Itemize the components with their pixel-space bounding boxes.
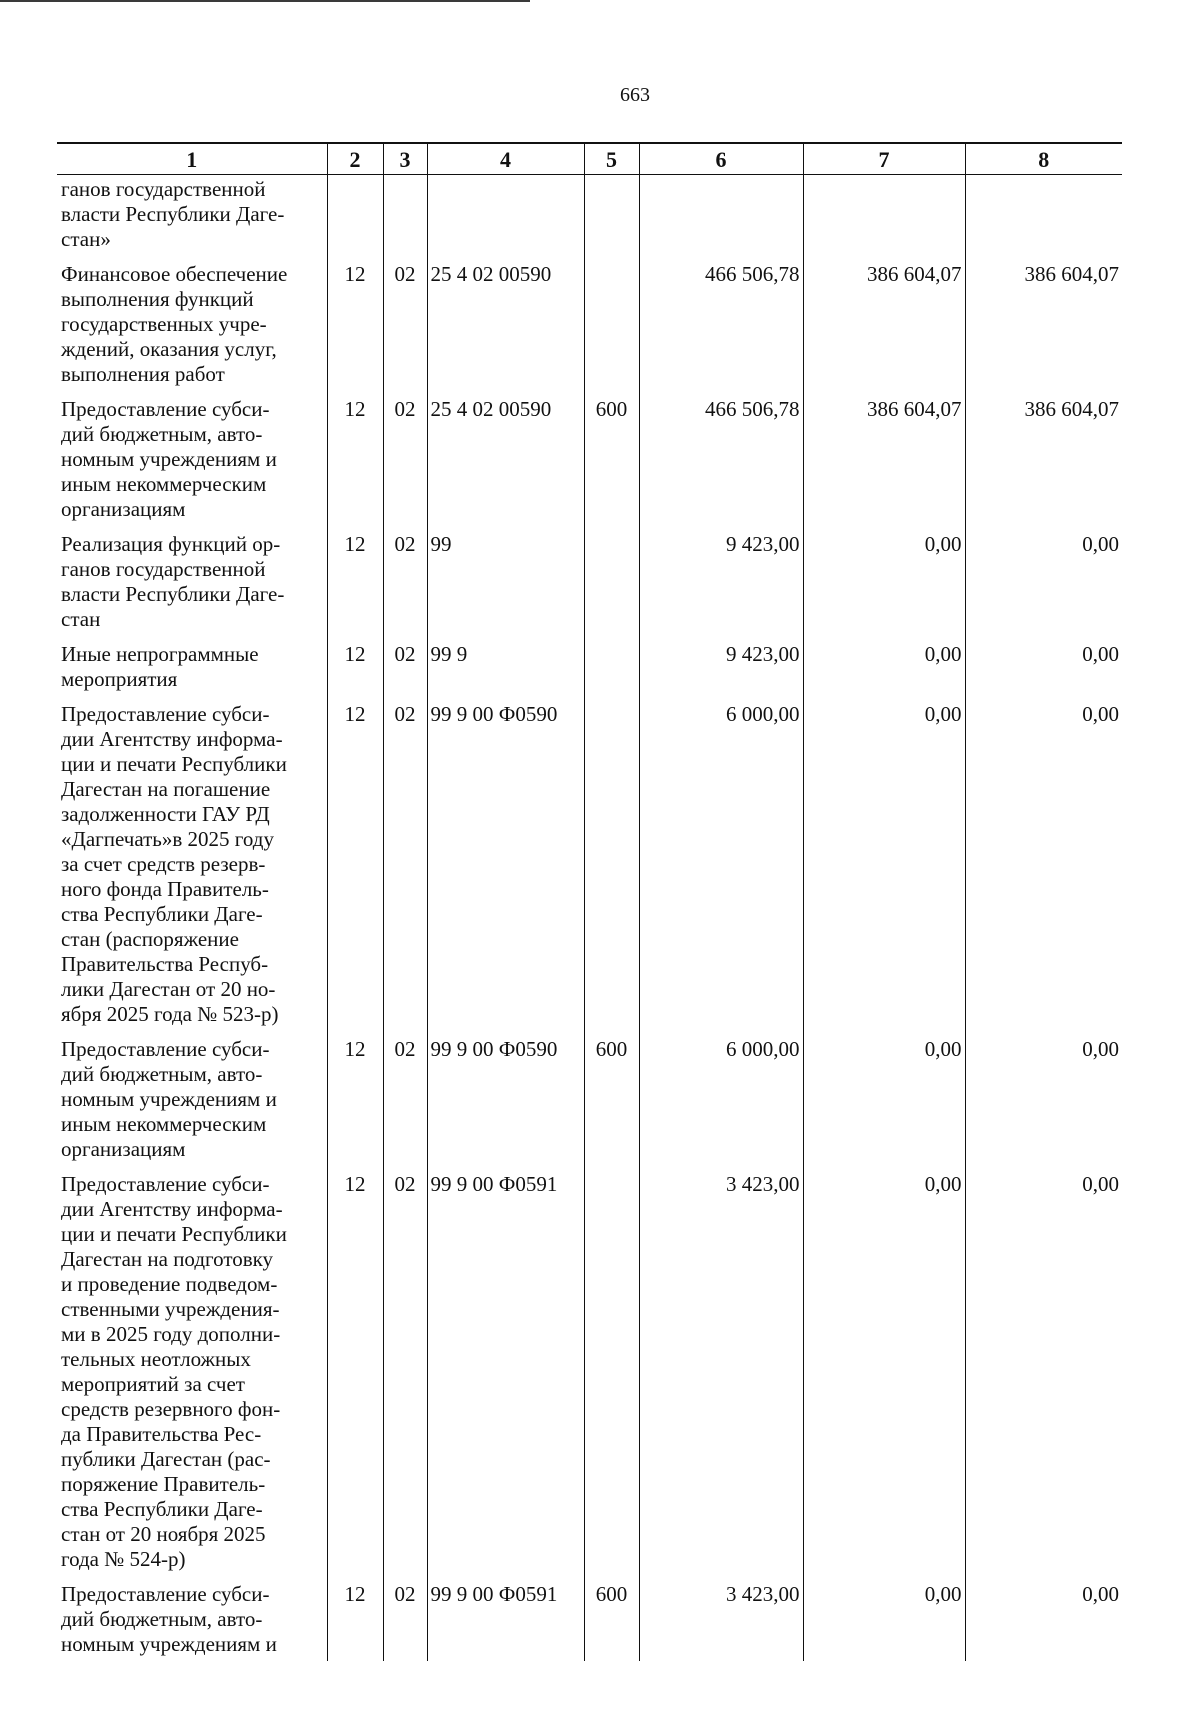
cell-subsection: 02 (383, 1031, 427, 1166)
cell-section: 12 (327, 1166, 383, 1576)
column-header: 5 (584, 143, 639, 175)
cell-section: 12 (327, 1031, 383, 1166)
cell-name (57, 636, 327, 696)
cell-subsection: 02 (383, 636, 427, 696)
cell-name (57, 696, 327, 1031)
column-header: 1 (57, 143, 327, 175)
cell-name (57, 175, 327, 257)
cell-amount-col8: 0,00 (965, 696, 1122, 1031)
cell-amount-col7: 0,00 (803, 1031, 965, 1166)
table-row (57, 696, 1122, 1031)
cell-amount-col7: 386 604,07 (803, 256, 965, 391)
scan-edge-line (0, 0, 530, 2)
cell-name (57, 391, 327, 526)
cell-amount-col8: 0,00 (965, 1031, 1122, 1166)
cell-section: 12 (327, 1576, 383, 1661)
cell-subsection: 02 (383, 1166, 427, 1576)
row-label: Предоставление субси- дии Агентству информа- ции и печати Республики Дагестан на погашение задолженности ГАУ РД «Дагпечать»в 2025 году за счет средств резерв- ного фонда Правитель- ства Республики Даге- стан (распоряжение Правительства Респуб- лики Дагестан от 20 но- ября 2025 года № 523-р) (61, 702, 287, 1026)
cell-name (57, 1576, 327, 1661)
cell-amount-col6: 6 000,00 (639, 1031, 803, 1166)
cell-name (57, 1166, 327, 1576)
cell-amount-col7: 0,00 (803, 1576, 965, 1661)
table-row (57, 526, 1122, 636)
column-header: 6 (639, 143, 803, 175)
cell-section: 12 (327, 636, 383, 696)
row-label: Иные непрограммные мероприятия (61, 642, 259, 691)
cell-amount-col7: 0,00 (803, 1166, 965, 1576)
column-header: 8 (965, 143, 1122, 175)
table-row (57, 1166, 1122, 1576)
cell-amount-col6: 3 423,00 (639, 1576, 803, 1661)
cell-amount-col6: 466 506,78 (639, 256, 803, 391)
cell-expense-type (584, 175, 639, 257)
cell-expense-type (584, 526, 639, 636)
cell-amount-col6: 466 506,78 (639, 391, 803, 526)
cell-expense-type (584, 696, 639, 1031)
cell-section: 12 (327, 696, 383, 1031)
table-row (57, 1576, 1122, 1661)
cell-amount-col6: 3 423,00 (639, 1166, 803, 1576)
row-label: Предоставление субси- дии Агентству информа- ции и печати Республики Дагестан на подготовку и проведение подведом- ственными учреждения- ми в 2025 году дополни- тельных неотложных мероприятий за счет средств резервного фон- да Правительства Рес- публики Дагестан (рас- поряжение Правитель- ства Республики Даге- стан от 20 ноября 2025 года № 524-р) (61, 1172, 287, 1571)
cell-subsection: 02 (383, 696, 427, 1031)
cell-section: 12 (327, 391, 383, 526)
cell-target-code: 99 9 00 Ф0590 (427, 696, 584, 1031)
table-row (57, 636, 1122, 696)
table-header (57, 143, 1122, 175)
cell-name (57, 1031, 327, 1166)
cell-amount-col7 (803, 175, 965, 257)
cell-amount-col7: 0,00 (803, 696, 965, 1031)
cell-name (57, 256, 327, 391)
column-header: 7 (803, 143, 965, 175)
cell-target-code: 25 4 02 00590 (427, 256, 584, 391)
row-label: Предоставление субси- дий бюджетным, авто- номным учреждениям и (61, 1582, 277, 1656)
cell-target-code: 25 4 02 00590 (427, 391, 584, 526)
cell-amount-col7: 0,00 (803, 526, 965, 636)
cell-subsection: 02 (383, 256, 427, 391)
row-label: Предоставление субси- дий бюджетным, авто- номным учреждениям и иным некоммерческим организациям (61, 1037, 277, 1161)
cell-target-code (427, 175, 584, 257)
cell-target-code: 99 9 00 Ф0591 (427, 1166, 584, 1576)
cell-amount-col8: 386 604,07 (965, 256, 1122, 391)
cell-amount-col6: 6 000,00 (639, 696, 803, 1031)
cell-amount-col8: 0,00 (965, 1576, 1122, 1661)
cell-subsection: 02 (383, 526, 427, 636)
budget-table (57, 142, 1122, 1661)
cell-amount-col6: 9 423,00 (639, 636, 803, 696)
column-header: 3 (383, 143, 427, 175)
cell-amount-col6: 9 423,00 (639, 526, 803, 636)
row-label: Предоставление субси- дий бюджетным, авто- номным учреждениям и иным некоммерческим организациям (61, 397, 277, 521)
cell-expense-type: 600 (584, 391, 639, 526)
column-header: 2 (327, 143, 383, 175)
cell-subsection (383, 175, 427, 257)
cell-expense-type (584, 256, 639, 391)
cell-section: 12 (327, 256, 383, 391)
header-row (57, 143, 1122, 175)
cell-section: 12 (327, 526, 383, 636)
cell-target-code: 99 9 00 Ф0591 (427, 1576, 584, 1661)
cell-amount-col8: 0,00 (965, 526, 1122, 636)
table-row (57, 1031, 1122, 1166)
cell-amount-col8: 0,00 (965, 636, 1122, 696)
cell-amount-col7: 386 604,07 (803, 391, 965, 526)
cell-amount-col7: 0,00 (803, 636, 965, 696)
cell-name (57, 526, 327, 636)
table-body (57, 175, 1122, 1662)
cell-section (327, 175, 383, 257)
table-row (57, 256, 1122, 391)
cell-amount-col8: 386 604,07 (965, 391, 1122, 526)
page-number: 663 (620, 84, 650, 106)
cell-expense-type (584, 636, 639, 696)
cell-target-code: 99 9 (427, 636, 584, 696)
cell-target-code: 99 9 00 Ф0590 (427, 1031, 584, 1166)
cell-expense-type: 600 (584, 1031, 639, 1166)
cell-amount-col8: 0,00 (965, 1166, 1122, 1576)
cell-target-code: 99 (427, 526, 584, 636)
column-header: 4 (427, 143, 584, 175)
cell-amount-col8 (965, 175, 1122, 257)
table-row (57, 391, 1122, 526)
row-label: Реализация функций ор- ганов государственной власти Республики Даге- стан (61, 532, 285, 631)
cell-subsection: 02 (383, 1576, 427, 1661)
cell-expense-type (584, 1166, 639, 1576)
cell-subsection: 02 (383, 391, 427, 526)
table-row (57, 175, 1122, 257)
row-label: Финансовое обеспечение выполнения функций государственных учре- ждений, оказания услуг, выполнения работ (61, 262, 288, 386)
cell-expense-type: 600 (584, 1576, 639, 1661)
cell-amount-col6 (639, 175, 803, 257)
row-label: ганов государственной власти Республики Даге- стан» (61, 177, 285, 251)
